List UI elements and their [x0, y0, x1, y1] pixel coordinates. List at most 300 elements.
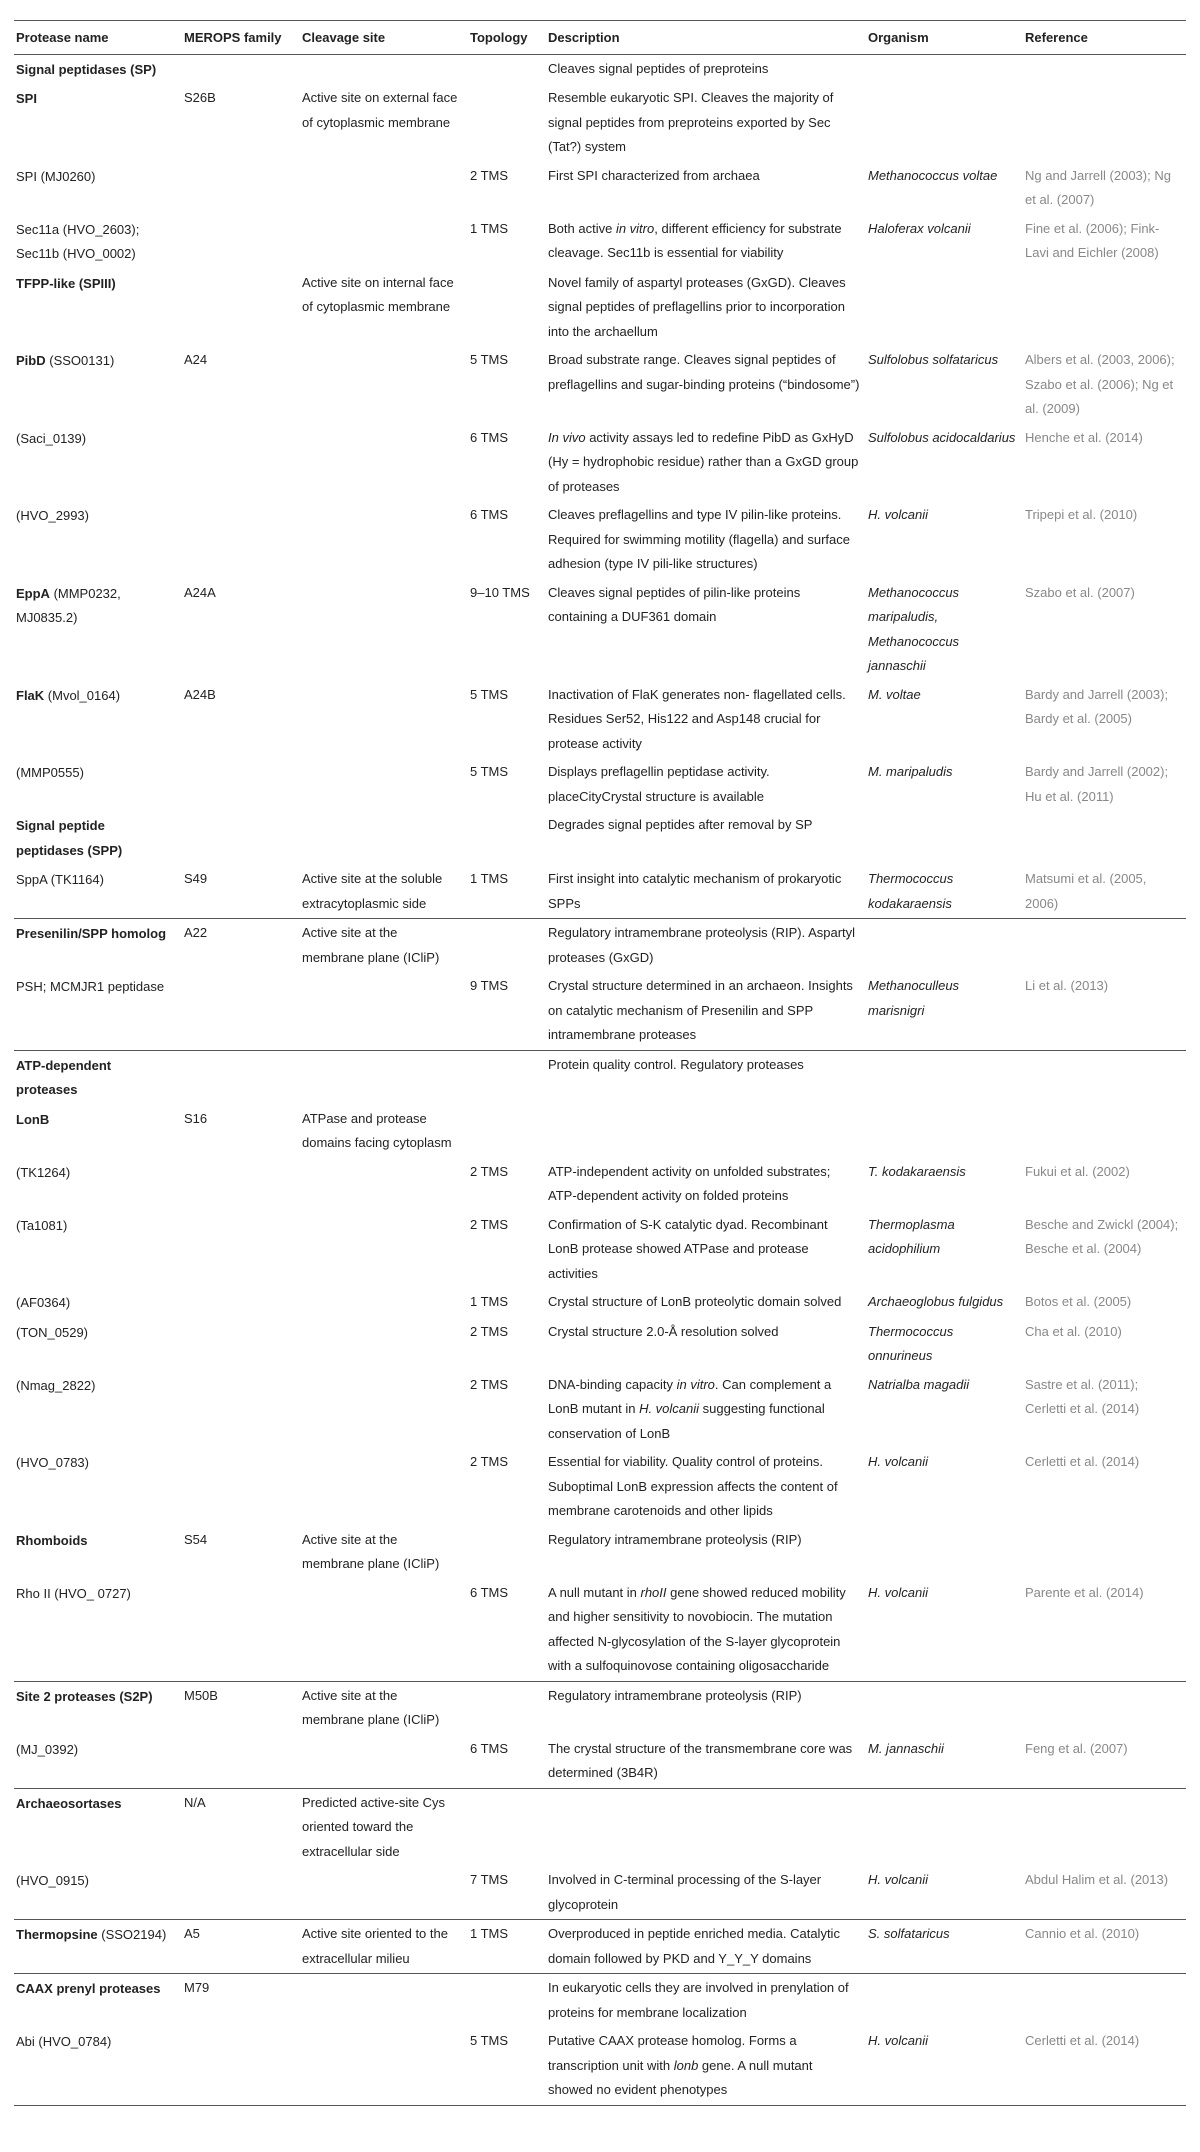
header-cleavage-site: Cleavage site	[300, 21, 468, 55]
cleavage-site-cell	[300, 1866, 468, 1920]
reference-cell: Matsumi et al. (2005, 2006)	[1023, 865, 1186, 919]
protease-name-cell	[14, 1974, 182, 2028]
topology-cell	[468, 1788, 546, 1866]
organism-cell: Archaeoglobus fulgidus	[868, 1294, 1004, 1309]
topology-cell	[468, 1105, 546, 1158]
description-cell: Essential for viability. Quality control of proteins. Suboptimal LonB expression affects the content of membrane carotenoids and other lipids	[548, 1454, 838, 1518]
table-row	[14, 972, 1186, 1050]
reference-cell: Fine et al. (2006); Fink-Lavi and Eichler (2008)	[1025, 220, 1160, 260]
protease-name-cell	[14, 2027, 182, 2105]
cleavage-site-cell	[300, 811, 468, 865]
organism-cell: Sulfolobus acidocaldarius	[868, 429, 1016, 445]
organism-cell	[866, 84, 1023, 162]
description-cell: A null mutant in rhoII gene showed reduced mobility and higher sensitivity to novobiocin. The mutation affected N-glycosylation of the S-layer glycoprotein with a sulfoquinovose containing oligosaccharide	[546, 1579, 866, 1682]
table-row	[14, 1735, 1186, 1789]
description-cell: Confirmation of S-K catalytic dyad. Recombinant LonB protease showed ATPase and protease activities	[548, 1216, 828, 1281]
organism-cell	[866, 54, 1023, 84]
cleavage-site-cell	[300, 1579, 468, 1682]
organism-cell: M. jannaschii	[866, 1735, 1023, 1789]
protease-group-name: PibD	[16, 353, 46, 368]
protease-name: Abi (HVO_0784)	[16, 2034, 112, 2049]
reference-cell: Li et al. (2013)	[1023, 972, 1186, 1050]
description-cell: Protein quality control. Regulatory proteases	[548, 1056, 804, 1072]
cleavage-site-cell: Predicted active-site Cys oriented toward the extracellular side	[302, 1794, 446, 1859]
description-cell: Regulatory intramembrane proteolysis (RIP)	[548, 1687, 802, 1703]
protease-name: (HVO_2993)	[16, 508, 89, 523]
topology-cell: 5 TMS	[470, 764, 509, 779]
protease-name-cell	[14, 215, 182, 269]
topology-cell: 2 TMS	[470, 1216, 509, 1232]
description-cell: Cleaves signal peptides of preproteins	[548, 60, 769, 76]
topology-cell	[468, 1681, 546, 1735]
cleavage-site-cell	[300, 501, 468, 579]
description-cell: Crystal structure 2.0-Å resolution solved	[548, 1323, 779, 1339]
organism-cell: Thermococcus kodakaraensis	[866, 865, 1023, 919]
family-cell	[182, 2027, 300, 2105]
header-description: Description	[546, 21, 866, 55]
reference-cell: Albers et al. (2003, 2006); Szabo et al. (2006); Ng et al. (2009)	[1025, 352, 1175, 416]
cleavage-site-cell	[300, 579, 468, 681]
table-row	[14, 424, 1186, 502]
cleavage-site-cell: Active site on external face of cytoplasmic membrane	[302, 90, 458, 130]
description-cell: Inactivation of FlaK generates non- flagellated cells. Residues Ser52, His122 and Asp148 crucial for protease activity	[548, 686, 846, 751]
protease-name-cell	[14, 811, 182, 865]
description-cell: Involved in C-terminal processing of the S-layer glycoprotein	[546, 1866, 866, 1920]
protease-group-name: Signal peptidases (SP)	[16, 61, 157, 77]
organism-cell: Thermococcus onnurineus	[868, 1323, 954, 1363]
cleavage-site-cell	[300, 1050, 468, 1105]
cleavage-site-cell	[300, 215, 468, 269]
table-row	[14, 1448, 1186, 1526]
topology-cell: 7 TMS	[468, 1866, 546, 1920]
topology-cell	[468, 269, 546, 347]
protease-name: (SSO0131)	[45, 353, 115, 368]
protease-name-cell	[14, 162, 182, 215]
cleavage-site-cell	[300, 1288, 468, 1318]
topology-cell: 2 TMS	[470, 167, 509, 183]
reference-cell: Ng and Jarrell (2003); Ng et al. (2007)	[1025, 167, 1171, 207]
table-row	[14, 579, 1186, 681]
protease-name: (SSO2194)	[97, 1927, 167, 1942]
table-row	[14, 269, 1186, 347]
cleavage-site-cell: Active site on internal face of cytoplasmic membrane	[302, 274, 454, 314]
reference-cell	[1023, 269, 1186, 347]
protease-name-cell	[14, 1371, 182, 1449]
organism-cell	[866, 1526, 1023, 1579]
protease-group-name: EppA	[16, 585, 50, 601]
topology-cell: 5 TMS	[470, 686, 509, 702]
protease-name-cell	[14, 1105, 182, 1158]
family-cell	[182, 1448, 300, 1526]
topology-cell: 6 TMS	[470, 429, 509, 445]
family-cell	[182, 162, 300, 215]
family-cell	[182, 269, 300, 347]
family-cell	[182, 972, 300, 1050]
protease-group-name: Signal peptide peptidases (SPP)	[16, 818, 123, 858]
protease-name-cell	[14, 1788, 182, 1866]
cleavage-site-cell	[300, 162, 468, 215]
protease-name: (HVO_0915)	[16, 1873, 89, 1888]
family-cell	[182, 758, 300, 811]
cleavage-site-cell	[300, 1211, 468, 1289]
protease-group-name: LonB	[16, 1111, 50, 1127]
organism-cell: Methanococcus voltae	[868, 167, 998, 183]
family-cell	[182, 1050, 300, 1105]
description-cell	[546, 1105, 866, 1158]
topology-cell: 2 TMS	[470, 1323, 509, 1339]
description-cell: The crystal structure of the transmembrane core was determined (3B4R)	[546, 1735, 866, 1789]
protease-name: (TK1264)	[16, 1164, 71, 1180]
topology-cell: 6 TMS	[468, 1579, 546, 1682]
header-topology: Topology	[468, 21, 546, 55]
protease-name-cell	[14, 919, 182, 973]
table-row	[14, 1371, 1186, 1449]
table-row	[14, 1579, 1186, 1682]
organism-cell: Thermoplasma acidophilium	[868, 1216, 955, 1256]
cleavage-site-cell	[300, 758, 468, 811]
protease-name: (MMP0555)	[16, 765, 84, 780]
table-row	[14, 1974, 1186, 2028]
description-cell: Broad substrate range. Cleaves signal peptides of preflagellins and sugar-binding proteins (“bindosome”)	[548, 352, 860, 392]
organism-cell: H. volcanii	[868, 507, 928, 522]
family-cell: S16	[184, 1110, 208, 1126]
protease-name: (Saci_0139)	[16, 430, 87, 446]
organism-cell: M. voltae	[868, 686, 921, 702]
table-body	[14, 54, 1186, 2105]
organism-cell	[866, 269, 1023, 347]
reference-cell: Cerletti et al. (2014)	[1023, 2027, 1186, 2105]
table-row	[14, 758, 1186, 811]
protease-group-name: ATP-dependent proteases	[16, 1057, 112, 1097]
description-cell: Cleaves preflagellins and type IV pilin-like proteins. Required for swimming motility (flagella) and surface adhesion (type IV pili-like structures)	[548, 507, 851, 571]
topology-cell: 1 TMS	[468, 1920, 546, 1974]
protease-group-name: Thermopsine	[16, 1927, 98, 1942]
protease-name-cell	[14, 1681, 182, 1735]
reference-cell: Henche et al. (2014)	[1025, 429, 1143, 445]
table-row	[14, 1158, 1186, 1211]
description-cell: In eukaryotic cells they are involved in prenylation of proteins for membrane localization	[548, 1980, 849, 2020]
description-cell: First SPI characterized from archaea	[548, 167, 760, 183]
protease-name-cell	[14, 579, 182, 681]
organism-cell: H. volcanii	[866, 1579, 1023, 1682]
table-row	[14, 1050, 1186, 1105]
table-header-row	[14, 21, 1186, 55]
topology-cell	[468, 1974, 546, 2028]
protease-name-cell	[14, 1158, 182, 1211]
reference-cell	[1023, 1105, 1186, 1158]
table-row	[14, 346, 1186, 424]
description-cell: Crystal structure determined in an archaeon. Insights on catalytic mechanism of Presenilin and SPP intramembrane proteases	[546, 972, 866, 1050]
family-cell	[182, 424, 300, 502]
protease-name: (Ta1081)	[16, 1217, 68, 1233]
header-organism: Organism	[866, 21, 1023, 55]
protease-name-cell	[14, 1735, 182, 1789]
protease-name-cell	[14, 346, 182, 424]
table-row	[14, 1318, 1186, 1371]
family-cell: A24	[184, 352, 208, 367]
description-cell: Regulatory intramembrane proteolysis (RIP). Aspartyl proteases (GxGD)	[548, 925, 856, 965]
protease-table	[14, 20, 1186, 2106]
table-row	[14, 1526, 1186, 1579]
table-row	[14, 681, 1186, 759]
protease-name: (AF0364)	[16, 1295, 71, 1310]
family-cell	[182, 1735, 300, 1789]
cleavage-site-cell: Active site at the membrane plane (ICliP)	[302, 925, 440, 965]
protease-name-cell	[14, 1288, 182, 1318]
organism-cell	[866, 1788, 1023, 1866]
protease-group-name: Presenilin/SPP homolog	[16, 926, 167, 941]
reference-cell	[1023, 1974, 1186, 2028]
reference-cell	[1023, 1050, 1186, 1105]
cleavage-site-cell	[300, 1371, 468, 1449]
description-cell: Resemble eukaryotic SPI. Cleaves the majority of signal peptides from preproteins exported by Sec (Tat?) system	[548, 90, 834, 154]
cleavage-site-cell	[300, 1735, 468, 1789]
table-row	[14, 501, 1186, 579]
protease-group-name: Site 2 proteases (S2P)	[16, 1688, 153, 1704]
table-row	[14, 811, 1186, 865]
cleavage-site-cell	[300, 1318, 468, 1371]
protease-group-name: TFPP-like (SPIII)	[16, 275, 116, 291]
reference-cell	[1023, 54, 1186, 84]
protease-name-cell	[14, 1866, 182, 1920]
organism-cell: H. volcanii	[866, 2027, 1023, 2105]
reference-cell: Szabo et al. (2007)	[1025, 584, 1135, 600]
cleavage-site-cell	[300, 2027, 468, 2105]
family-cell: N/A	[184, 1794, 206, 1810]
family-cell: A24B	[184, 686, 216, 702]
reference-cell: Cerletti et al. (2014)	[1025, 1454, 1140, 1469]
protease-name-cell	[14, 681, 182, 759]
reference-cell	[1023, 919, 1186, 973]
organism-cell	[866, 1050, 1023, 1105]
table-row	[14, 1288, 1186, 1318]
family-cell: M79	[184, 1980, 210, 1995]
reference-cell: Besche and Zwickl (2004); Besche et al. (2004)	[1025, 1216, 1179, 1256]
protease-name-cell	[14, 424, 182, 502]
description-cell: Overproduced in peptide enriched media. Catalytic domain followed by PKD and Y_Y_Y domains	[546, 1920, 866, 1974]
table-row	[14, 1211, 1186, 1289]
topology-cell: 9 TMS	[468, 972, 546, 1050]
reference-cell: Fukui et al. (2002)	[1025, 1163, 1130, 1179]
protease-name: SPI (MJ0260)	[16, 168, 96, 184]
reference-cell: Bardy and Jarrell (2002); Hu et al. (2011)	[1025, 764, 1169, 804]
protease-name-cell	[14, 972, 182, 1050]
protease-group-name: CAAX prenyl proteases	[16, 1981, 161, 1996]
protease-name: PSH; MCMJR1 peptidase	[16, 979, 165, 994]
reference-cell: Botos et al. (2005)	[1025, 1294, 1132, 1309]
protease-name-cell	[14, 54, 182, 84]
protease-name-cell	[14, 269, 182, 347]
protease-name-cell	[14, 758, 182, 811]
family-cell: A24A	[184, 584, 216, 600]
reference-cell	[1023, 84, 1186, 162]
reference-cell: Parente et al. (2014)	[1023, 1579, 1186, 1682]
protease-group-name: FlaK	[16, 687, 45, 703]
cleavage-site-cell	[300, 346, 468, 424]
family-cell	[182, 1371, 300, 1449]
description-cell: Both active in vitro, different efficiency for substrate cleavage. Sec11b is essential for viability	[548, 220, 842, 260]
cleavage-site-cell	[300, 54, 468, 84]
topology-cell	[468, 811, 546, 865]
family-cell	[182, 1866, 300, 1920]
reference-cell: Feng et al. (2007)	[1023, 1735, 1186, 1789]
topology-cell: 1 TMS	[470, 1294, 509, 1309]
reference-cell: Cannio et al. (2010)	[1023, 1920, 1186, 1974]
organism-cell: T. kodakaraensis	[868, 1163, 966, 1179]
family-cell: A22	[184, 925, 208, 940]
reference-cell: Cha et al. (2010)	[1025, 1323, 1122, 1339]
family-cell: S54	[184, 1531, 208, 1547]
cleavage-site-cell	[300, 1974, 468, 2028]
family-cell	[182, 1211, 300, 1289]
organism-cell: H. volcanii	[866, 1866, 1023, 1920]
topology-cell: 2 TMS	[470, 1163, 509, 1179]
cleavage-site-cell: Active site oriented to the extracellular milieu	[300, 1920, 468, 1974]
protease-name: (HVO_0783)	[16, 1455, 89, 1470]
description-cell: Crystal structure of LonB proteolytic domain solved	[548, 1294, 842, 1309]
topology-cell	[468, 54, 546, 84]
protease-name-cell	[14, 1920, 182, 1974]
table-row	[14, 1105, 1186, 1158]
description-cell	[546, 1788, 866, 1866]
topology-cell: 9–10 TMS	[470, 584, 530, 600]
organism-cell	[866, 1681, 1023, 1735]
table-row	[14, 1788, 1186, 1866]
topology-cell: 5 TMS	[468, 2027, 546, 2105]
family-cell	[182, 1318, 300, 1371]
reference-cell: Sastre et al. (2011); Cerletti et al. (2014)	[1025, 1376, 1140, 1416]
table-row	[14, 162, 1186, 215]
table-row	[14, 1681, 1186, 1735]
protease-name-cell	[14, 84, 182, 162]
description-cell: ATP-independent activity on unfolded substrates; ATP-dependent activity on folded proteins	[548, 1163, 831, 1203]
organism-cell	[866, 919, 1023, 973]
protease-name: (MJ_0392)	[16, 1741, 79, 1757]
family-cell	[182, 1158, 300, 1211]
description-cell: First insight into catalytic mechanism of prokaryotic SPPs	[546, 865, 866, 919]
cleavage-site-cell	[300, 972, 468, 1050]
description-cell: Displays preflagellin peptidase activity. placeCityCrystal structure is available	[548, 764, 770, 804]
header-reference: Reference	[1023, 21, 1186, 55]
protease-name: SppA (TK1164)	[16, 872, 104, 887]
cleavage-site-cell	[300, 1158, 468, 1211]
cleavage-site-cell: Active site at the membrane plane (ICliP)	[302, 1531, 440, 1571]
organism-cell: Natrialba magadii	[868, 1376, 970, 1392]
reference-cell	[1023, 811, 1186, 865]
organism-cell: Sulfolobus solfataricus	[868, 352, 999, 367]
description-cell: DNA-binding capacity in vitro. Can complement a LonB mutant in H. volcanii suggesting functional conservation of LonB	[548, 1376, 832, 1441]
organism-cell: Haloferax volcanii	[868, 220, 971, 236]
table-row	[14, 84, 1186, 162]
topology-cell: 6 TMS	[470, 507, 509, 522]
description-cell: Regulatory intramembrane proteolysis (RIP)	[548, 1531, 802, 1547]
topology-cell: 2 TMS	[470, 1454, 509, 1469]
topology-cell: 1 TMS	[468, 865, 546, 919]
reference-cell	[1023, 1526, 1186, 1579]
table-row	[14, 1920, 1186, 1974]
protease-name-cell	[14, 1318, 182, 1371]
table-row	[14, 1866, 1186, 1920]
reference-cell: Abdul Halim et al. (2013)	[1023, 1866, 1186, 1920]
cleavage-site-cell: Active site at the membrane plane (ICliP)	[302, 1687, 440, 1727]
organism-cell: S. solfataricus	[866, 1920, 1023, 1974]
family-cell: M50B	[184, 1687, 218, 1703]
header-protease-name: Protease name	[14, 21, 182, 55]
topology-cell: 1 TMS	[470, 220, 509, 236]
protease-name-cell	[14, 501, 182, 579]
reference-cell: Bardy and Jarrell (2003); Bardy et al. (2005)	[1025, 686, 1169, 726]
family-cell	[182, 1288, 300, 1318]
family-cell: S49	[182, 865, 300, 919]
cleavage-site-cell	[300, 1448, 468, 1526]
table-row	[14, 2027, 1186, 2105]
protease-name: (Nmag_2822)	[16, 1377, 96, 1393]
family-cell: A5	[182, 1920, 300, 1974]
family-cell	[182, 501, 300, 579]
table-row	[14, 919, 1186, 973]
organism-cell: Methanococcus maripaludis, Methanococcus jannaschii	[868, 584, 960, 673]
organism-cell: H. volcanii	[868, 1454, 928, 1469]
cleavage-site-cell: Active site at the soluble extracytoplasmic side	[300, 865, 468, 919]
description-cell: In vivo activity assays led to redefine PibD as GxHyD (Hy = hydrophobic residue) rather than a GxGD group of proteases	[548, 429, 859, 494]
cleavage-site-cell: ATPase and protease domains facing cytoplasm	[302, 1110, 452, 1150]
family-cell	[182, 811, 300, 865]
organism-cell	[866, 811, 1023, 865]
description-cell: Cleaves signal peptides of pilin-like proteins containing a DUF361 domain	[548, 584, 801, 624]
organism-cell: Methanoculleus marisnigri	[866, 972, 1023, 1050]
protease-group-name: Rhomboids	[16, 1532, 88, 1548]
topology-cell	[468, 919, 546, 973]
table-row	[14, 215, 1186, 269]
family-cell	[182, 54, 300, 84]
reference-cell: Tripepi et al. (2010)	[1025, 507, 1138, 522]
protease-name-cell	[14, 1526, 182, 1579]
topology-cell	[468, 1050, 546, 1105]
organism-cell: M. maripaludis	[868, 764, 953, 779]
protease-name: (MMP0232, MJ0835.2)	[16, 585, 121, 625]
table-row	[14, 54, 1186, 84]
protease-group-name: Archaeosortases	[16, 1795, 122, 1811]
organism-cell	[866, 1974, 1023, 2028]
family-cell	[182, 1579, 300, 1682]
family-cell: S26B	[184, 90, 216, 105]
protease-name: (Mvol_0164)	[44, 687, 121, 703]
topology-cell: 2 TMS	[470, 1376, 509, 1392]
topology-cell	[468, 1526, 546, 1579]
reference-cell	[1023, 1788, 1186, 1866]
table-row	[14, 865, 1186, 919]
topology-cell: 5 TMS	[470, 352, 509, 367]
family-cell	[182, 215, 300, 269]
description-cell: Putative CAAX protease homolog. Forms a transcription unit with lonb gene. A null mutant showed no evident phenotypes	[546, 2027, 866, 2105]
protease-name: Sec11a (HVO_2603); Sec11b (HVO_0002)	[16, 221, 140, 261]
cleavage-site-cell	[300, 424, 468, 502]
protease-name-cell	[14, 1448, 182, 1526]
header-merops-family: MEROPS family	[182, 21, 300, 55]
protease-name-cell	[14, 865, 182, 919]
description-cell: Novel family of aspartyl proteases (GxGD). Cleaves signal peptides of preflagellins prior to incorporation into the archaellum	[548, 274, 846, 339]
description-cell: Degrades signal peptides after removal by SP	[548, 817, 813, 832]
reference-cell	[1023, 1681, 1186, 1735]
organism-cell	[866, 1105, 1023, 1158]
protease-name-cell	[14, 1211, 182, 1289]
topology-cell	[468, 84, 546, 162]
cleavage-site-cell	[300, 681, 468, 759]
protease-group-name: SPI	[16, 91, 37, 106]
protease-name-cell	[14, 1050, 182, 1105]
protease-name-cell	[14, 1579, 182, 1682]
protease-name: Rho II (HVO_ 0727)	[16, 1585, 131, 1601]
